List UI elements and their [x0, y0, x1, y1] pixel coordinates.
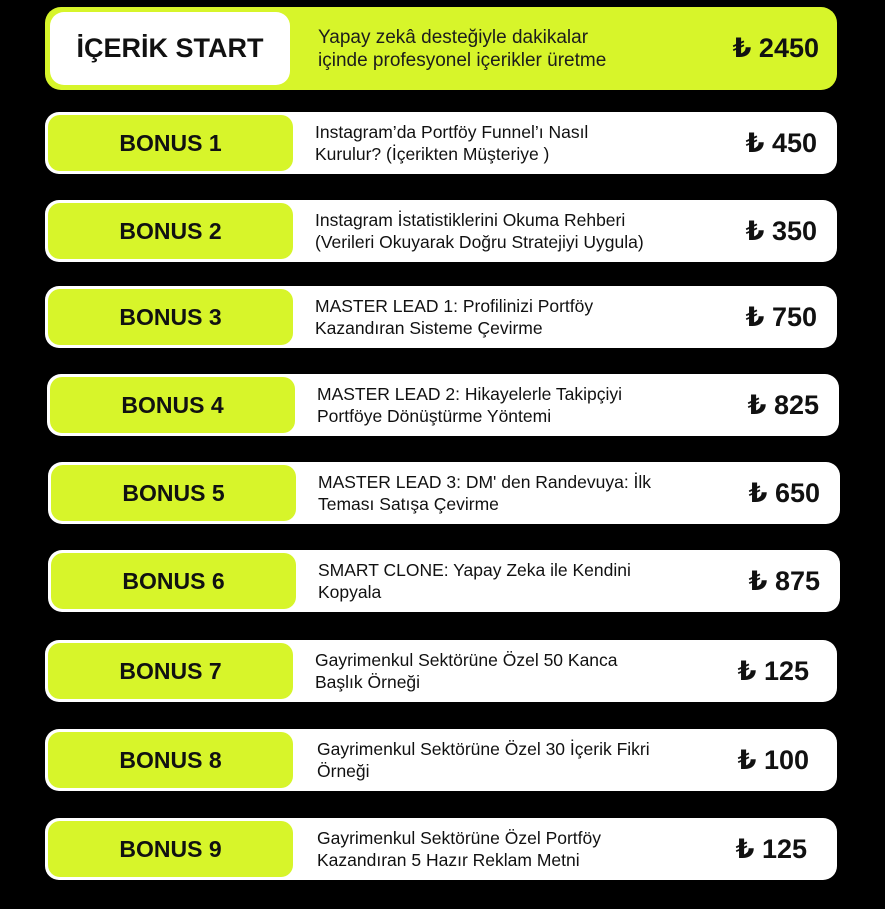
- offer-description-line: Örneği: [317, 761, 370, 781]
- offer-tag: BONUS 1: [48, 115, 293, 171]
- offer-description-line: Yapay zekâ desteğiyle dakikalar: [318, 26, 589, 48]
- offer-price: ₺ 750: [745, 301, 817, 332]
- offer-tag: BONUS 3: [48, 289, 293, 345]
- offer-card-bonus-8: [45, 729, 837, 791]
- offer-card-bonus-2: [45, 200, 837, 262]
- offer-tag: BONUS 7: [48, 643, 293, 699]
- offer-price: ₺ 450: [745, 127, 817, 158]
- offer-price: ₺ 650: [748, 477, 820, 508]
- offer-description: [318, 7, 738, 90]
- offer-description-line: Instagram’da Portföy Funnel’ı Nasıl: [315, 122, 589, 142]
- offer-price: ₺ 825: [747, 389, 819, 420]
- offer-description-line: Kazandıran 5 Hazır Reklam Metni: [317, 850, 580, 870]
- offer-description: [317, 729, 737, 791]
- offer-card-bonus-7: [45, 640, 837, 702]
- offer-description: [315, 200, 760, 262]
- offer-description-line: SMART CLONE: Yapay Zeka ile Kendini: [318, 560, 631, 580]
- offer-card-bonus-5: [48, 462, 840, 524]
- offer-description-line: MASTER LEAD 1: Profilinizi Portföy: [315, 296, 594, 316]
- offer-tag: BONUS 9: [48, 821, 293, 877]
- offer-tag: BONUS 5: [51, 465, 296, 521]
- offer-description-line: Gayrimenkul Sektörüne Özel 50 Kanca: [315, 650, 618, 670]
- offer-tag: BONUS 2: [48, 203, 293, 259]
- offer-price: ₺ 2450: [732, 33, 819, 63]
- offer-description-line: içinde profesyonel içerikler üretme: [318, 49, 607, 71]
- offer-description: [315, 640, 735, 702]
- offer-description-line: MASTER LEAD 3: DM' den Randevuya: İlk: [318, 472, 652, 492]
- offer-tag: BONUS 8: [48, 732, 293, 788]
- offer-price: ₺ 875: [748, 565, 820, 596]
- offer-tag: İÇERİK START: [50, 12, 290, 85]
- offer-card-bonus-3: [45, 286, 837, 348]
- offer-price: ₺ 125: [735, 833, 807, 864]
- offer-tag: BONUS 4: [50, 377, 295, 433]
- offer-card-bonus-6: [48, 550, 840, 612]
- offer-description: [318, 462, 738, 524]
- offer-card-bonus-4: [47, 374, 839, 436]
- offer-price: ₺ 125: [737, 655, 809, 686]
- offer-description: [318, 550, 738, 612]
- offer-tag: BONUS 6: [51, 553, 296, 609]
- offer-description-line: Portföye Dönüştürme Yöntemi: [317, 406, 552, 426]
- offer-description-line: Kazandıran Sisteme Çevirme: [315, 318, 543, 338]
- offer-description-line: Gayrimenkul Sektörüne Özel 30 İçerik Fikri: [317, 739, 650, 759]
- offer-description-line: Instagram İstatistiklerini Okuma Rehberi: [315, 210, 626, 230]
- offer-description-line: Kurulur? (İçerikten Müşteriye ): [315, 144, 550, 164]
- offer-price: ₺ 100: [737, 744, 809, 775]
- offer-description: [317, 818, 737, 880]
- offer-description-line: Kopyala: [318, 582, 382, 602]
- offer-card-bonus-1: [45, 112, 837, 174]
- offer-price: ₺ 350: [745, 215, 817, 246]
- offer-description: [317, 374, 737, 436]
- offer-card-start: [45, 7, 837, 90]
- offer-description-line: Teması Satışa Çevirme: [318, 494, 499, 514]
- offer-description-line: (Verileri Okuyarak Doğru Stratejiyi Uygula): [315, 232, 644, 252]
- offer-description: [315, 112, 735, 174]
- offer-description-line: Gayrimenkul Sektörüne Özel Portföy: [317, 828, 602, 848]
- offer-card-bonus-9: [45, 818, 837, 880]
- offer-description: [315, 286, 735, 348]
- offer-description-line: MASTER LEAD 2: Hikayelerle Takipçiyi: [317, 384, 623, 404]
- offer-description-line: Başlık Örneği: [315, 672, 421, 692]
